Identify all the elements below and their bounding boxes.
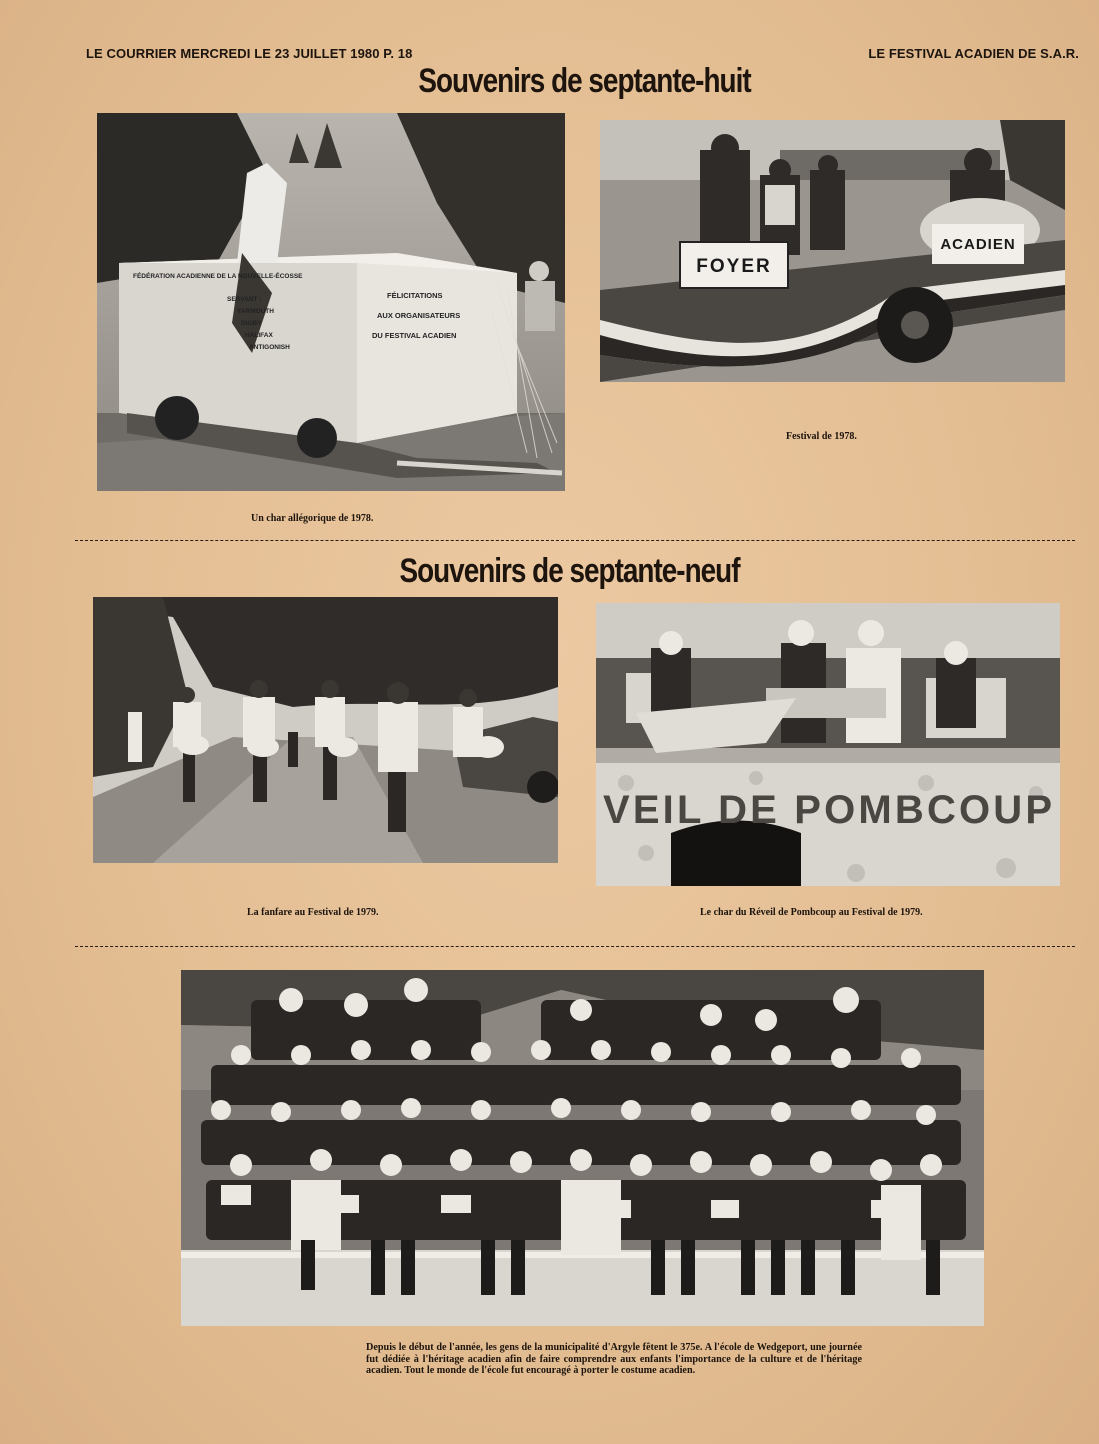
section-divider <box>75 946 1075 947</box>
float-sign-line: AUX ORGANISATEURS <box>377 311 461 320</box>
page-folio: LE COURRIER MERCREDI LE 23 JUILLET 1980 P. 18 <box>86 46 413 61</box>
float-sign-line: DIGBY <box>241 320 262 327</box>
float-banner-reveil: VEIL DE POMBCOUP <box>603 788 1053 832</box>
headline-1979: Souvenirs de septante-neuf <box>399 552 740 590</box>
photo-wedgeport-school-group <box>181 970 984 1326</box>
section-divider <box>75 540 1075 541</box>
photo-marching-band-1979 <box>93 597 558 863</box>
section-folio: LE FESTIVAL ACADIEN DE S.A.R. <box>868 46 1079 61</box>
photo-reveil-float-1979 <box>596 603 1060 886</box>
caption-reveil-1979: Le char du Réveil de Pombcoup au Festival de 1979. <box>700 907 923 918</box>
float-sign-line: FÉDÉRATION ACADIENNE DE LA NOUVELLE-ÉCOSSE <box>133 273 303 280</box>
float-sign-line: FÉLICITATIONS <box>387 291 443 300</box>
photo-float-1978 <box>97 113 565 491</box>
group-photo-caption: Depuis le début de l'année, les gens de la municipalité d'Argyle fêtent le 375e. A l'école de Wedgeport, une journée fut dédiée à l'héritage acadien afin de faire comprendre aux enfants l'importance de la culture et de l'héritage acadien. Tout le monde de l'école fut encouragé à porter le costume acadien. <box>366 1342 862 1376</box>
caption-float-1978: Un char allégorique de 1978. <box>251 513 374 524</box>
caption-band-1979: La fanfare au Festival de 1979. <box>247 907 379 918</box>
sign-acadien: ACADIEN <box>940 236 1016 253</box>
headline-1978: Souvenirs de septante-huit <box>418 62 751 100</box>
float-sign-line: HALIFAX <box>245 332 273 339</box>
sign-foyer: FOYER <box>696 256 772 277</box>
photo-foyer-float-1978 <box>600 120 1065 382</box>
caption-festival-1978: Festival de 1978. <box>786 431 857 442</box>
float-sign-line: YARMOUTH <box>237 308 274 315</box>
float-sign-line: DU FESTIVAL ACADIEN <box>372 331 457 340</box>
float-sign-line: ANTIGONISH <box>249 344 290 351</box>
float-sign-line: SERVANT : <box>227 296 262 303</box>
